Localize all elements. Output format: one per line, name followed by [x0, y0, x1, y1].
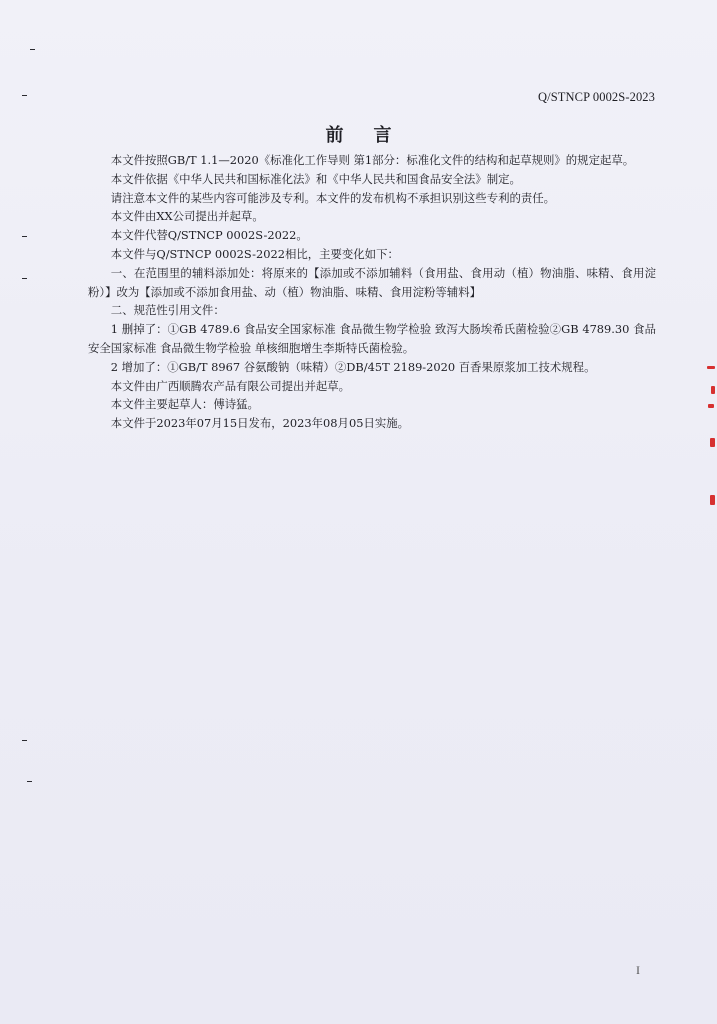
paragraph-replaces: 本文件代替Q/STNCP 0002S-2022。 [110, 228, 308, 243]
paragraph-removed-references: 1 删掉了：①GB 4789.6 食品安全国家标准 食品微生物学检验 致泻大肠埃希氏菌检验②GB 4789.30 食品安全国家标准 食品微生物学检验 单核细胞增生李斯特氏菌检验。 [88, 322, 656, 355]
seal-fragment [707, 366, 715, 369]
paragraph-patent-notice: 请注意本文件的某些内容可能涉及专利。本文件的发布机构不承担识别这些专利的责任。 [110, 190, 556, 205]
seal-fragment [710, 495, 715, 505]
seal-fragment [710, 438, 715, 447]
paragraph-drafter: 本文件主要起草人：傅诗猛。 [110, 397, 259, 412]
paragraph-proposer: 本文件由XX公司提出并起草。 [110, 209, 264, 224]
paragraph-dates: 本文件于2023年07月15日发布，2023年08月05日实施。 [110, 416, 410, 431]
title-char-1: 前 [325, 125, 344, 146]
scan-mark [27, 781, 32, 782]
paragraph-change-scope: 一、在范围里的辅料添加处：将原来的【添加或不添加辅料（食用盐、食用动（植）物油脂、味精、食用淀粉）】改为【添加或不添加食用盐、动（植）物油脂、味精、食用淀粉等辅料】 [88, 265, 656, 299]
paragraph-change-references: 二、规范性引用文件： [110, 303, 225, 318]
page-title [0, 121, 717, 147]
scan-mark [22, 278, 27, 279]
scan-mark [30, 49, 35, 50]
scan-mark [22, 236, 27, 237]
seal-fragment [708, 404, 714, 408]
foreword-body [88, 151, 656, 433]
page-number: I [636, 963, 640, 977]
title-char-2: 言 [373, 125, 392, 146]
scan-mark [22, 740, 27, 741]
document-code: Q/STNCP 0002S-2023 [538, 90, 655, 104]
seal-fragment [711, 386, 715, 394]
paragraph-company: 本文件由广西顺腾农产品有限公司提出并起草。 [110, 378, 351, 393]
scan-mark [22, 95, 27, 96]
paragraph-added-references: 2 增加了：①GB/T 8967 谷氨酸钠（味精）②DB/45T 2189-2020 百香果原浆加工技术规程。 [110, 359, 596, 374]
paragraph-drafting-rules: 本文件按照GB/T 1.1—2020《标准化工作导则 第1部分：标准化文件的结构和起草规则》的规定起草。 [110, 153, 635, 167]
paragraph-changes-intro: 本文件与Q/STNCP 0002S-2022相比，主要变化如下： [110, 246, 399, 261]
paragraph-legal-basis: 本文件依据《中华人民共和国标准化法》和《中华人民共和国食品安全法》制定。 [110, 171, 521, 186]
